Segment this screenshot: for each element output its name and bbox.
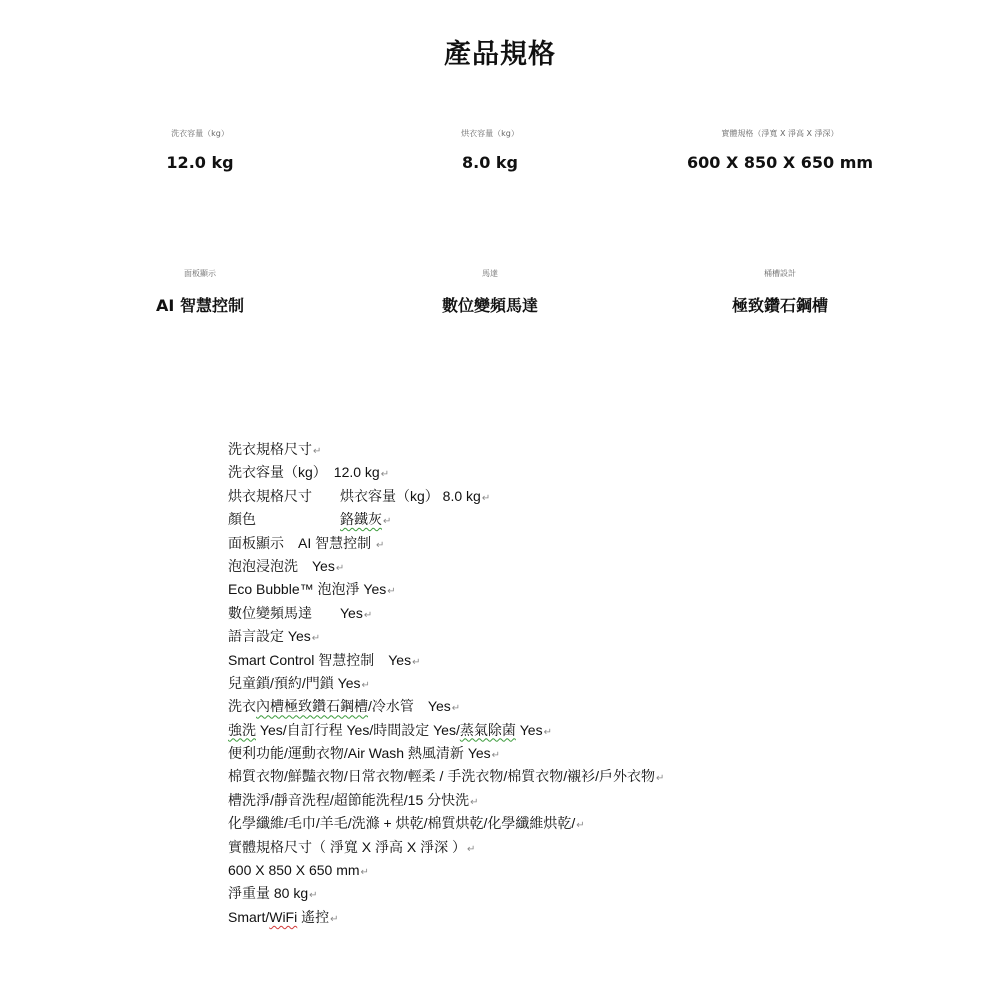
note-text: Smart/: [228, 908, 270, 925]
paragraph-mark-icon: ↵: [309, 890, 318, 902]
note-line: [228, 859, 848, 882]
note-text: 洗衣容量（kg） 12.0 kg: [228, 464, 380, 481]
paragraph-mark-icon: ↵: [335, 562, 345, 574]
spec-label: 烘衣容量（kg）: [461, 129, 519, 138]
page-title: 產品規格: [444, 39, 556, 70]
spec-dimensions: [620, 128, 940, 172]
spec-notes-block: [228, 438, 848, 929]
spec-motor: [330, 268, 650, 316]
note-line: [228, 578, 848, 601]
note-text: 槽洗淨/靜音洗程/超節能洗程/15 分快洗: [228, 791, 470, 808]
note-text: /冷水管 Yes: [368, 698, 451, 715]
note-line: [228, 485, 848, 508]
note-text: 600 X 850 X 650 mm: [228, 862, 360, 879]
note-text: 棉質衣物/鮮豔衣物/日常衣物/輕柔 / 手洗衣物/棉質衣物/襯衫/戶外衣物: [228, 768, 656, 785]
note-line: [228, 882, 848, 905]
note-line: [228, 789, 848, 812]
note-text: Yes/自訂行程 Yes/時間設定 Yes/: [256, 721, 460, 738]
note-line: [228, 765, 848, 788]
note-text: 顏色: [228, 511, 340, 528]
spec-value: 8.0 kg: [461, 153, 518, 172]
paragraph-mark-icon: ↵: [387, 586, 396, 598]
spec-drum-design: [620, 268, 940, 316]
note-text: 遙控: [297, 908, 330, 925]
note-line: [228, 602, 848, 625]
paragraph-mark-icon: ↵: [313, 446, 322, 457]
note-text: 洗衣規格尺寸: [228, 441, 312, 457]
spec-value: AI 智慧控制: [156, 296, 244, 315]
paragraph-mark-icon: ↵: [576, 820, 585, 832]
note-text-misspelled: WiFi: [269, 908, 298, 925]
note-text: Eco Bubble™ 泡泡淨 Yes: [228, 581, 387, 598]
note-text: 烘衣規格尺寸 烘衣容量（kg） 8.0 kg: [228, 487, 481, 504]
note-text-flagged: 蒸氣除菌: [459, 721, 516, 738]
note-line: [228, 695, 848, 718]
note-text: 實體規格尺寸（ 淨寬 X 淨高 X 淨深 ）: [228, 838, 467, 855]
paragraph-mark-icon: ↵: [311, 633, 321, 645]
note-line: [228, 532, 848, 555]
note-text: 泡泡浸泡洗 Yes: [228, 557, 335, 574]
paragraph-mark-icon: ↵: [361, 679, 370, 691]
spec-label: 洗衣容量（kg）: [171, 129, 229, 138]
note-text-flagged: 強洗: [228, 721, 256, 738]
note-text: 淨重量 80 kg: [228, 885, 309, 902]
spec-row-1: [0, 128, 1000, 208]
note-text: 面板顯示 AI 智慧控制: [228, 534, 376, 551]
note-text: Smart Control 智慧控制 Yes: [228, 651, 412, 668]
spec-value: 12.0 kg: [166, 153, 234, 172]
paragraph-mark-icon: ↵: [481, 492, 491, 504]
note-text: 便利功能/運動衣物/Air Wash 熱風清新 Yes: [228, 745, 491, 762]
spec-label: 桶槽設計: [764, 269, 796, 278]
note-text: 兒童鎖/預約/門鎖 Yes: [228, 674, 361, 691]
note-text: 化學纖維/毛巾/羊毛/洗滌 + 烘乾/棉質烘乾/化學纖維烘乾/: [228, 815, 576, 832]
paragraph-mark-icon: ↵: [360, 867, 369, 879]
paragraph-mark-icon: ↵: [380, 469, 390, 481]
note-line: [228, 438, 848, 461]
note-line: [228, 906, 848, 929]
paragraph-mark-icon: ↵: [330, 913, 339, 925]
paragraph-mark-icon: ↵: [656, 773, 665, 785]
note-line: [228, 719, 848, 742]
paragraph-mark-icon: ↵: [470, 796, 479, 808]
note-text-flagged: 內槽極致鑽石鋼槽: [256, 698, 368, 715]
note-text: Yes: [515, 721, 543, 738]
note-text: 洗衣: [228, 698, 256, 715]
spec-label: 面板顯示: [184, 269, 216, 278]
paragraph-mark-icon: ↵: [363, 609, 373, 621]
note-line: [228, 508, 848, 531]
spec-value: 600 X 850 X 650 mm: [686, 153, 874, 172]
spec-value: 極致鑽石鋼槽: [731, 296, 828, 315]
note-line: [228, 555, 848, 578]
note-line: [228, 649, 848, 672]
spec-label: 馬達: [482, 269, 498, 278]
spec-value: 數位變頻馬達: [441, 296, 538, 315]
paragraph-mark-icon: ↵: [491, 750, 501, 762]
spec-panel-display: [40, 268, 360, 316]
paragraph-mark-icon: ↵: [543, 726, 552, 738]
note-text: 語言設定 Yes: [228, 628, 311, 645]
note-line: [228, 742, 848, 765]
spec-dry-capacity: [330, 128, 650, 172]
paragraph-mark-icon: ↵: [412, 656, 421, 668]
note-line: [228, 625, 848, 648]
note-text: 數位變頻馬達 Yes: [228, 604, 363, 621]
paragraph-mark-icon: ↵: [467, 843, 476, 855]
spec-row-2: [0, 268, 1000, 348]
note-line: [228, 836, 848, 859]
spec-label: 實體規格（淨寬 X 淨高 X 淨深）: [721, 129, 839, 138]
paragraph-mark-icon: ↵: [451, 703, 461, 715]
note-text-flagged: 鉻鐵灰: [340, 511, 382, 528]
note-line: [228, 672, 848, 695]
paragraph-mark-icon: ↵: [376, 539, 385, 551]
paragraph-mark-icon: ↵: [383, 516, 392, 528]
spec-wash-capacity: [40, 128, 360, 172]
note-line: [228, 812, 848, 835]
note-line: [228, 461, 848, 484]
